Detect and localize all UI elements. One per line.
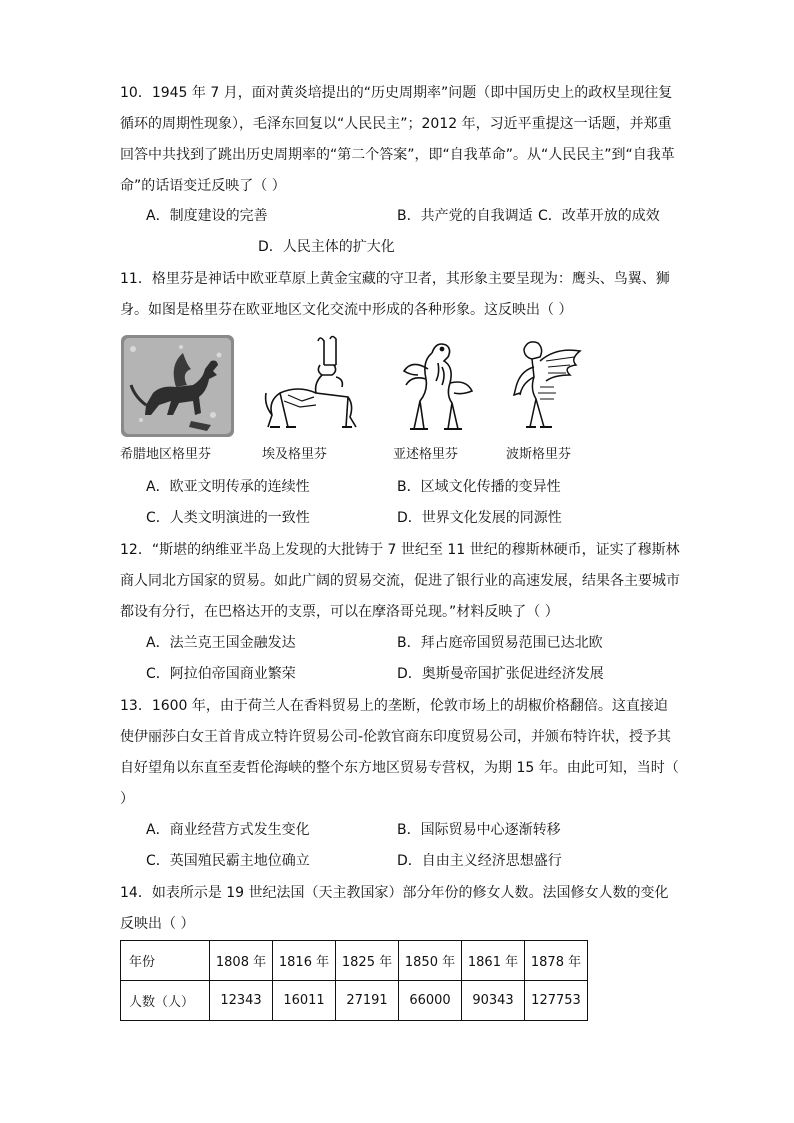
- q11-option-a: A．欧亚文明传承的连续性: [146, 479, 310, 495]
- count-cell: 12343: [210, 981, 273, 1021]
- year-cell: 1861 年: [462, 941, 525, 981]
- year-cell: 1878 年: [525, 941, 588, 981]
- count-cell: 90343: [462, 981, 525, 1021]
- q11-option-b: B．区域文化传播的变异性: [397, 479, 561, 495]
- q13-option-d: D．自由主义经济思想盛行: [397, 853, 562, 869]
- q12-option-c: C．阿拉伯帝国商业繁荣: [146, 666, 296, 682]
- q10-option-c: C．改革开放的成效: [538, 208, 660, 224]
- table-row: [121, 981, 588, 1021]
- caption-persian-griffin: 波斯格里芬: [506, 447, 572, 462]
- q12-option-a: A．法兰克王国金融发达: [146, 635, 296, 651]
- year-cell: 1825 年: [336, 941, 399, 981]
- q13-option-b: B．国际贸易中心逐渐转移: [397, 822, 561, 838]
- table-row: [121, 941, 588, 981]
- q11-option-c: C．人类文明演进的一致性: [146, 510, 310, 526]
- year-cell: 1850 年: [399, 941, 462, 981]
- q11-option-d: D．世界文化发展的同源性: [397, 510, 562, 526]
- caption-egyptian-griffin: 埃及格里芬: [262, 447, 328, 462]
- question-13-stem: 13．1600 年，由于荷兰人在香料贸易上的垄断，伦敦市场上的胡椒价格翻倍。这直接迫使伊丽莎白女王首肯成立特许贸易公司-伦敦官商东印度贸易公司，并颁布特许状，授予其自好望角以东直至麦哲伦海峡的整个东方地区贸易专营权，为期 15 年。由此可知，当时（ ）: [120, 698, 679, 807]
- q12-option-b: B．拜占庭帝国贸易范围已达北欧: [397, 635, 603, 651]
- year-cell: 1816 年: [273, 941, 336, 981]
- greek-griffin-image: [121, 335, 234, 437]
- year-cell: 1808 年: [210, 941, 273, 981]
- question-10-stem: 10．1945 年 7 月，面对黄炎培提出的“历史周期率”问题（即中国历史上的政权呈现往复循环的周期性现象），毛泽东回复以“人民民主”；2012 年，习近平重提这一话题，并郑重回答中共找到了跳出历史周期率的“第二个答案”，即“自我革命”。从“人民民主”到“自我革命”的话语变迁反映了（ ）: [120, 85, 675, 194]
- egyptian-griffin-image: [258, 335, 362, 435]
- row-label-year: 年份: [121, 941, 210, 981]
- assyrian-griffin-image: [392, 339, 484, 436]
- count-cell: 16011: [273, 981, 336, 1021]
- caption-assyrian-griffin: 亚述格里芬: [393, 447, 459, 462]
- q13-option-c: C．英国殖民霸主地位确立: [146, 853, 310, 869]
- nun-count-table: [120, 940, 588, 1021]
- question-14-stem: 14．如表所示是 19 世纪法国（天主教国家）部分年份的修女人数。法国修女人数的变化反映出（ ）: [120, 885, 669, 932]
- count-cell: 27191: [336, 981, 399, 1021]
- count-cell: 127753: [525, 981, 588, 1021]
- question-11-stem: 11．格里芬是神话中欧亚草原上黄金宝藏的守卫者，其形象主要呈现为：鹰头、鸟翼、狮身。如图是格里芬在欧亚地区文化交流中形成的各种形象。这反映出（ ）: [120, 271, 670, 318]
- persian-griffin-image: [510, 337, 586, 435]
- count-cell: 66000: [399, 981, 462, 1021]
- q12-option-d: D．奥斯曼帝国扩张促进经济发展: [397, 666, 604, 682]
- q10-option-a: A．制度建设的完善: [146, 208, 268, 224]
- q13-option-a: A．商业经营方式发生变化: [146, 822, 310, 838]
- q10-option-d: D．人民主体的扩大化: [258, 239, 395, 255]
- caption-greek-griffin: 希腊地区格里芬: [120, 447, 212, 462]
- row-label-count: 人数（人）: [121, 981, 210, 1021]
- question-12-stem: 12．“斯堪的纳维亚半岛上发现的大批铸于 7 世纪至 11 世纪的穆斯林硬币，证实了穆斯林商人同北方国家的贸易。如此广阔的贸易交流，促进了银行业的高速发展，结果各主要城市都设有分行，在巴格达开的支票，可以在摩洛哥兑现。”材料反映了（ ）: [120, 542, 680, 620]
- q10-option-b: B．共产党的自我调适: [397, 208, 533, 224]
